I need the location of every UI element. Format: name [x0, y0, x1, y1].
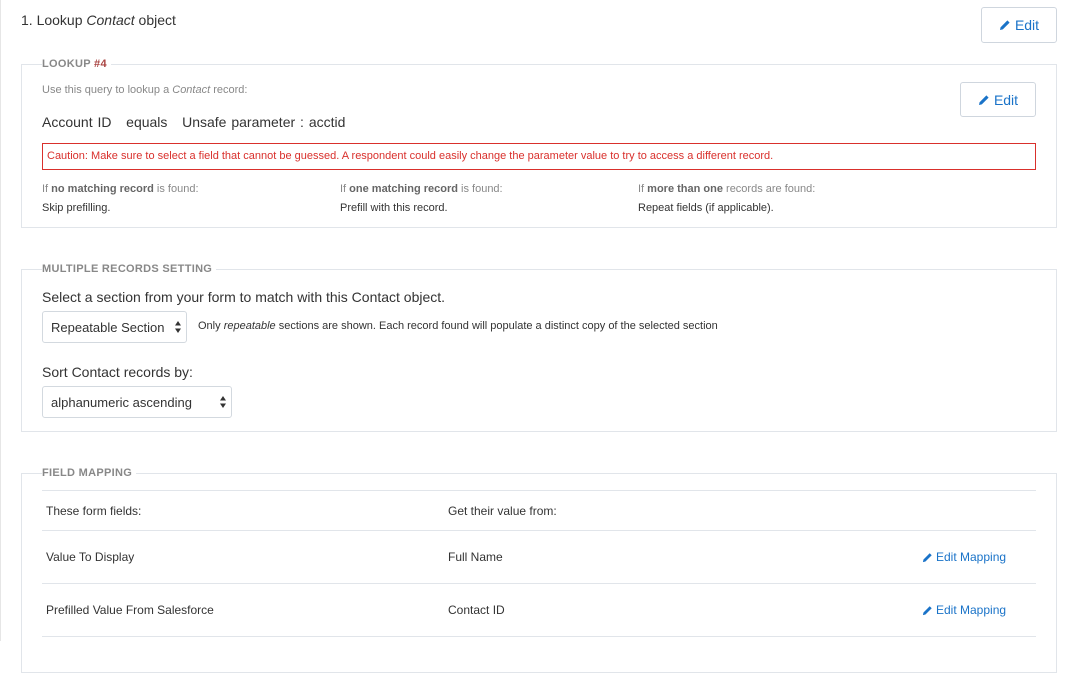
cond-prefix: If: [340, 183, 350, 195]
lookup-number: #4: [94, 58, 107, 70]
note-suffix: sections are shown. Each record found will populate a distinct copy of the selected section: [275, 320, 718, 332]
lookup-section-label: [42, 58, 111, 70]
table-top-divider: [42, 490, 1036, 491]
pencil-icon: [999, 19, 1011, 31]
lookup-query: [42, 114, 345, 130]
up-down-arrow-icon: [174, 320, 182, 334]
multiple-records-label: MULTIPLE RECORDS SETTING: [42, 263, 216, 275]
lookup-hint: [42, 84, 247, 96]
lookup-edit-button[interactable]: [960, 82, 1036, 117]
cond-bold: one matching record: [349, 183, 458, 195]
query-value: Unsafe parameter : acctid: [182, 114, 346, 130]
row-divider: [42, 583, 1036, 584]
outcome-multi-match-condition: [638, 183, 815, 195]
pencil-icon: [978, 94, 990, 106]
row-source-field: Contact ID: [448, 603, 505, 617]
query-field: Account ID: [42, 114, 112, 130]
pencil-icon: [922, 605, 933, 616]
edit-mapping-label: Edit Mapping: [936, 603, 1007, 617]
lookup-label-text: LOOKUP: [42, 58, 91, 70]
step-edit-label: Edit: [1014, 17, 1040, 33]
section-select-prompt: Select a section from your form to match with this Contact object.: [42, 289, 446, 305]
field-mapping-section: [21, 473, 1057, 673]
note-prefix: Only: [198, 320, 224, 332]
sort-select[interactable]: [42, 386, 232, 418]
note-italic: repeatable: [223, 320, 276, 332]
outcome-multi-match-result: Repeat fields (if applicable).: [638, 202, 774, 214]
cond-suffix: records are found:: [722, 183, 816, 195]
section-select[interactable]: [42, 311, 187, 343]
sort-select-value: alphanumeric ascending: [51, 394, 192, 410]
row-source-field: Full Name: [448, 550, 503, 564]
hint-object: Contact: [172, 84, 211, 96]
cond-prefix: If: [42, 183, 52, 195]
left-border: [0, 0, 1, 641]
col-header-form-fields: These form fields:: [46, 504, 142, 518]
row-form-field: Value To Display: [46, 550, 135, 564]
caution-message: Caution: Make sure to select a field that cannot be guessed. A respondent could easily change the parameter value to try to access a different record.: [42, 143, 1036, 170]
step-title-object: Contact: [86, 12, 135, 28]
repeatable-note: [198, 320, 718, 332]
section-select-value: Repeatable Section: [51, 319, 165, 335]
sort-prompt: Sort Contact records by:: [42, 364, 193, 380]
cond-suffix: is found:: [457, 183, 503, 195]
step-title-suffix: object: [134, 12, 176, 28]
hint-suffix: record:: [210, 84, 248, 96]
step-edit-button[interactable]: [981, 7, 1057, 43]
row-form-field: Prefilled Value From Salesforce: [46, 603, 214, 617]
edit-mapping-link[interactable]: [922, 550, 1006, 564]
step-title: [21, 12, 176, 28]
col-header-value-from: Get their value from:: [448, 504, 557, 518]
lookup-edit-label: Edit: [993, 91, 1019, 108]
header-divider: [42, 530, 1036, 531]
field-mapping-label: FIELD MAPPING: [42, 467, 136, 479]
outcome-no-match-condition: [42, 183, 199, 195]
pencil-icon: [922, 552, 933, 563]
cond-bold: no matching record: [51, 183, 154, 195]
cond-prefix: If: [638, 183, 648, 195]
query-operator: equals: [126, 114, 168, 130]
edit-mapping-link[interactable]: [922, 603, 1006, 617]
hint-prefix: Use this query to lookup a: [42, 84, 173, 96]
up-down-arrow-icon: [219, 395, 227, 409]
cond-suffix: is found:: [153, 183, 199, 195]
row-divider: [42, 636, 1036, 637]
outcome-one-match-result: Prefill with this record.: [340, 202, 448, 214]
edit-mapping-label: Edit Mapping: [936, 550, 1007, 564]
outcome-no-match-result: Skip prefilling.: [42, 202, 111, 214]
outcome-one-match-condition: [340, 183, 503, 195]
step-title-prefix: 1. Lookup: [21, 12, 87, 28]
cond-bold: more than one: [647, 183, 723, 195]
